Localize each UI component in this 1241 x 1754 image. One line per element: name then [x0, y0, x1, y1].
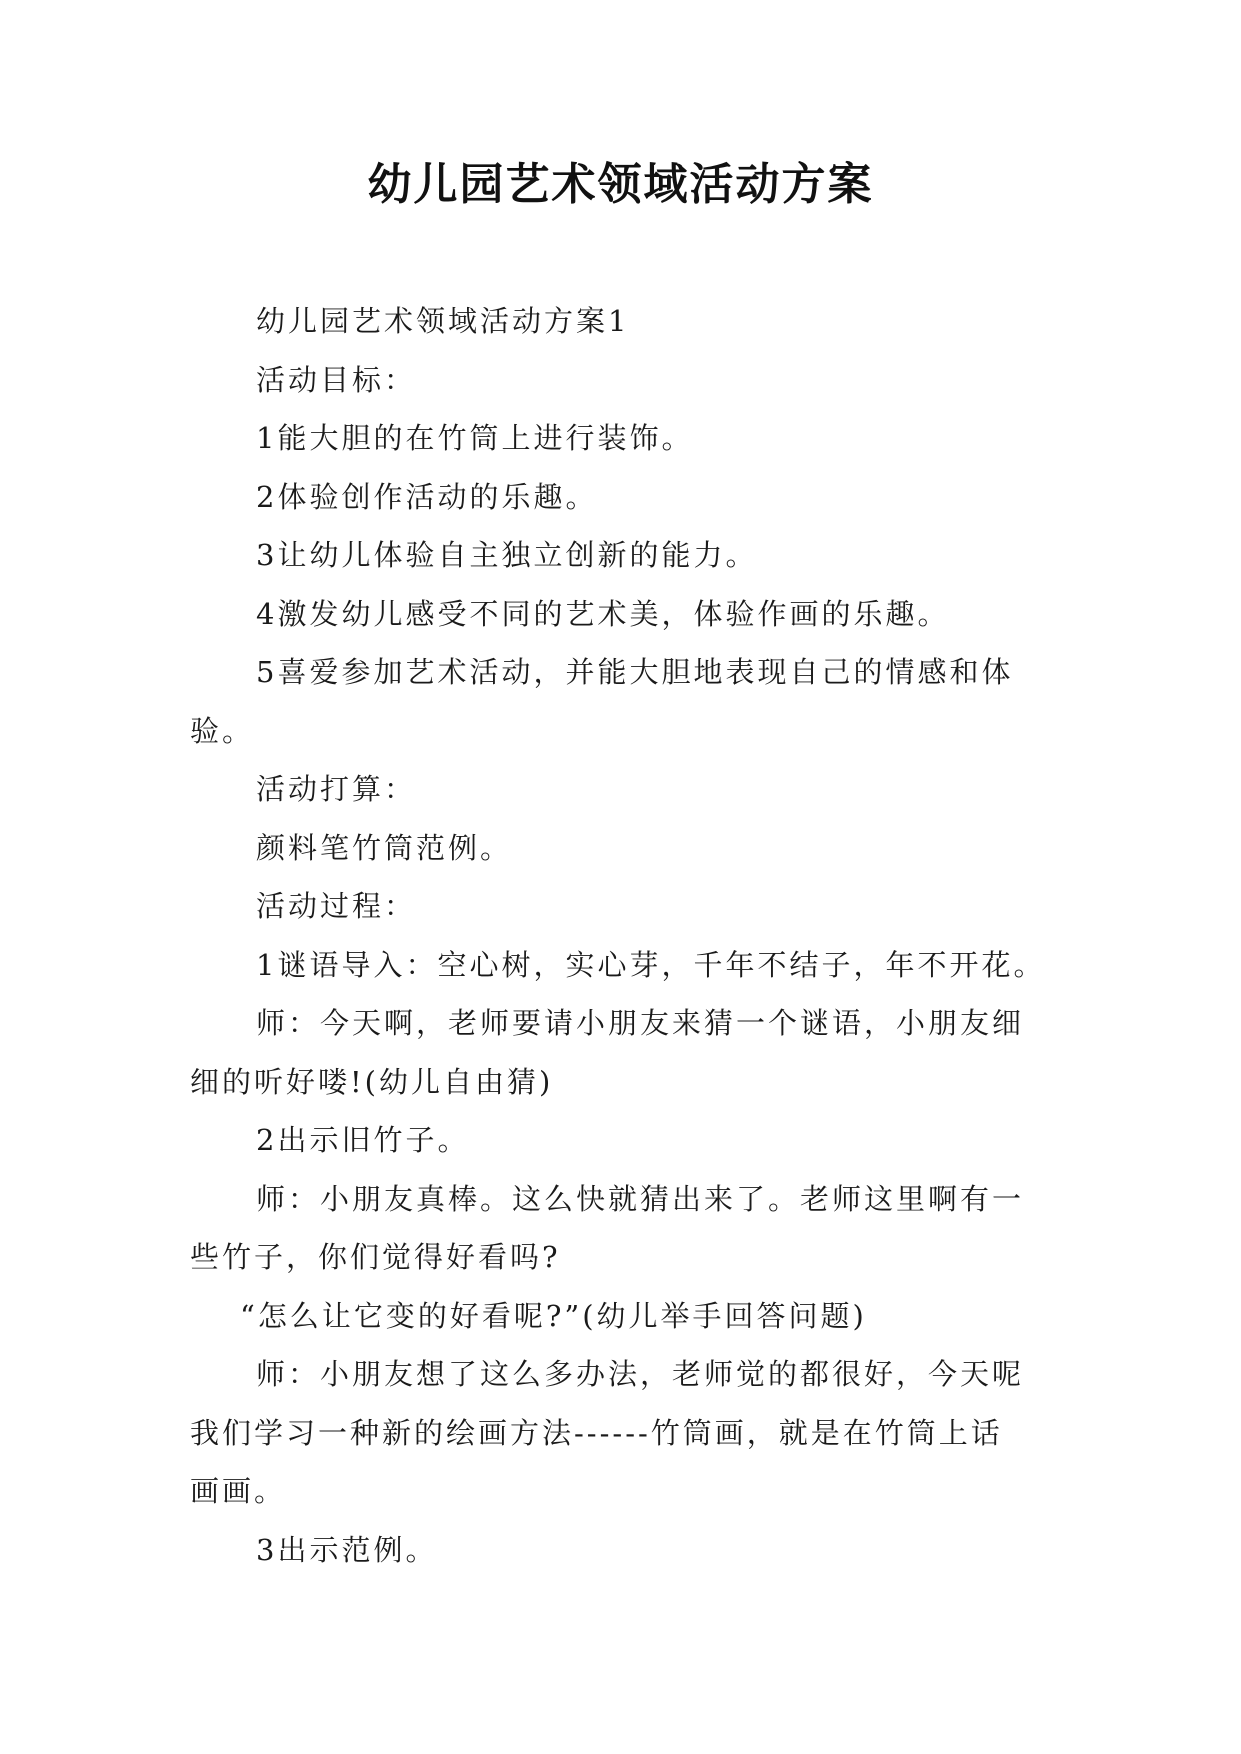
paragraph-quote: “怎么让它变的好看呢?”(幼儿举手回答问题) [240, 1298, 867, 1333]
paragraph: 活动过程： [256, 889, 417, 923]
paragraph: 师：小朋友真棒。这么快就猜出来了。老师这里啊有一 [256, 1181, 1025, 1216]
paragraph-continuation: 些竹子，你们觉得好看吗? [190, 1240, 561, 1274]
paragraph: 2出示旧竹子。 [256, 1123, 470, 1157]
paragraph-continuation: 我们学习一种新的绘画方法------竹筒画，就是在竹筒上话 [190, 1415, 1003, 1450]
document-body [190, 292, 1065, 1579]
paragraph: 活动目标： [256, 362, 417, 397]
paragraph: 活动打算： [256, 772, 417, 806]
paragraph-continuation: 细的听好喽!(幼儿自由猜) [190, 1064, 554, 1099]
paragraph: 师：今天啊，老师要请小朋友来猜一个谜语，小朋友细 [256, 1006, 1025, 1040]
paragraph: 4激发幼儿感受不同的艺术美，体验作画的乐趣。 [256, 596, 950, 631]
paragraph: 5喜爱参加艺术活动，并能大胆地表现自己的情感和体 [256, 655, 1014, 689]
paragraph: 师：小朋友想了这么多办法，老师觉的都很好，今天呢 [256, 1357, 1025, 1391]
paragraph: 颜料笔竹筒范例。 [256, 830, 513, 865]
paragraph-continuation: 验。 [190, 713, 255, 748]
paragraph: 1谜语导入：空心树，实心芽，千年不结子，年不开花。 [256, 947, 1046, 982]
document-title: 幼儿园艺术领域活动方案 [367, 159, 874, 210]
paragraph: 1能大胆的在竹筒上进行装饰。 [256, 421, 694, 455]
paragraph: 3让幼儿体验自主独立创新的能力。 [256, 538, 758, 572]
paragraph: 3出示范例。 [256, 1532, 438, 1567]
paragraph-continuation: 画画。 [190, 1474, 287, 1508]
section-heading: 幼儿园艺术领域活动方案1 [256, 304, 630, 338]
paragraph: 2体验创作活动的乐趣。 [256, 479, 598, 514]
